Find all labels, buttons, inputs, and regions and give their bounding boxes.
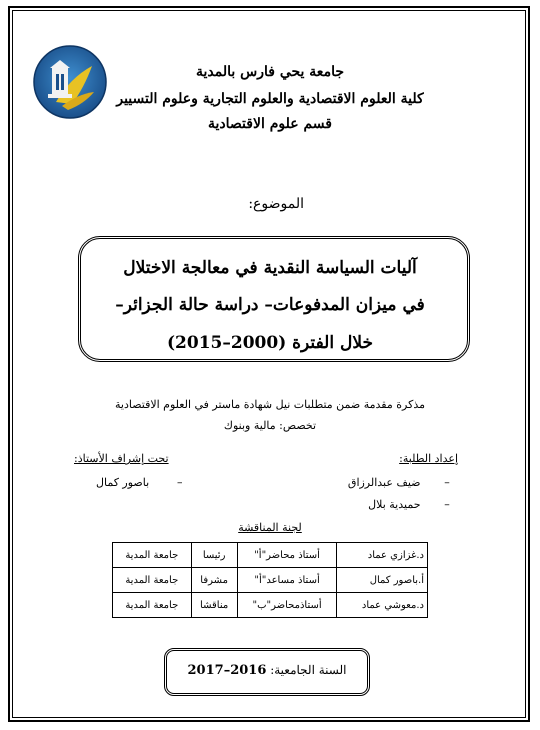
table-row [113, 543, 428, 568]
table-row [113, 568, 428, 593]
member-university: جامعة المدية [113, 593, 192, 618]
bullet: – [444, 476, 450, 489]
member-rank: أستاذ مساعد"أ" [237, 568, 337, 593]
student-name-text: ضيف عبدالرزاق [347, 476, 421, 489]
student-name-text: حميدية بلال [368, 498, 421, 511]
specialization: تخصص: مالية وبنوك [223, 419, 317, 432]
students-label: إعداد الطلبة: [399, 452, 458, 465]
supervisor-label: تحت إشراف الأستاذ: [74, 452, 169, 465]
student-name [368, 498, 452, 511]
thesis-title-line-2: في ميزان المدفوعات– دراسة حالة الجزائر– [115, 295, 425, 315]
member-name: د.غزازي عماد [337, 543, 428, 568]
academic-year-label: السنة الجامعية: [270, 663, 347, 677]
subject-label: الموضوع: [248, 196, 304, 212]
university-name: جامعة يحي فارس بالمدية [196, 64, 344, 80]
faculty-name: كلية العلوم الاقتصادية والعلوم التجارية وعلوم التسيير [116, 91, 424, 107]
university-logo-icon [32, 44, 108, 120]
supervisor-name-text: باصور كمال [96, 476, 150, 489]
memo-statement: مذكرة مقدمة ضمن متطلبات نيل شهادة ماستر في العلوم الاقتصادية [115, 398, 425, 411]
committee-table [112, 542, 428, 618]
academic-year-box [164, 648, 370, 696]
member-role: مناقشا [191, 593, 237, 618]
member-university: جامعة المدية [113, 543, 192, 568]
thesis-title-line-1: آليات السياسة النقدية في معالجة الاختلال [123, 258, 417, 278]
member-role: مشرفا [191, 568, 237, 593]
table-row [113, 593, 428, 618]
committee-label: لجنة المناقشة [238, 521, 302, 534]
department-name: قسم علوم الاقتصادية [208, 116, 332, 132]
thesis-title-line-3: خلال الفترة (2000–2015) [166, 333, 373, 353]
member-name: د.معوشي عماد [337, 593, 428, 618]
member-role: رئيسا [191, 543, 237, 568]
bullet: – [176, 476, 183, 489]
student-name [348, 476, 452, 489]
bullet: – [444, 498, 450, 511]
member-name: أ.باصور كمال [337, 568, 428, 593]
member-university: جامعة المدية [113, 568, 192, 593]
member-rank: أستاذمحاضر"ب" [237, 593, 337, 618]
member-rank: أستاذ محاضر"أ" [237, 543, 337, 568]
supervisor-name [96, 476, 185, 489]
academic-year-value: 2016–2017 [187, 663, 267, 678]
